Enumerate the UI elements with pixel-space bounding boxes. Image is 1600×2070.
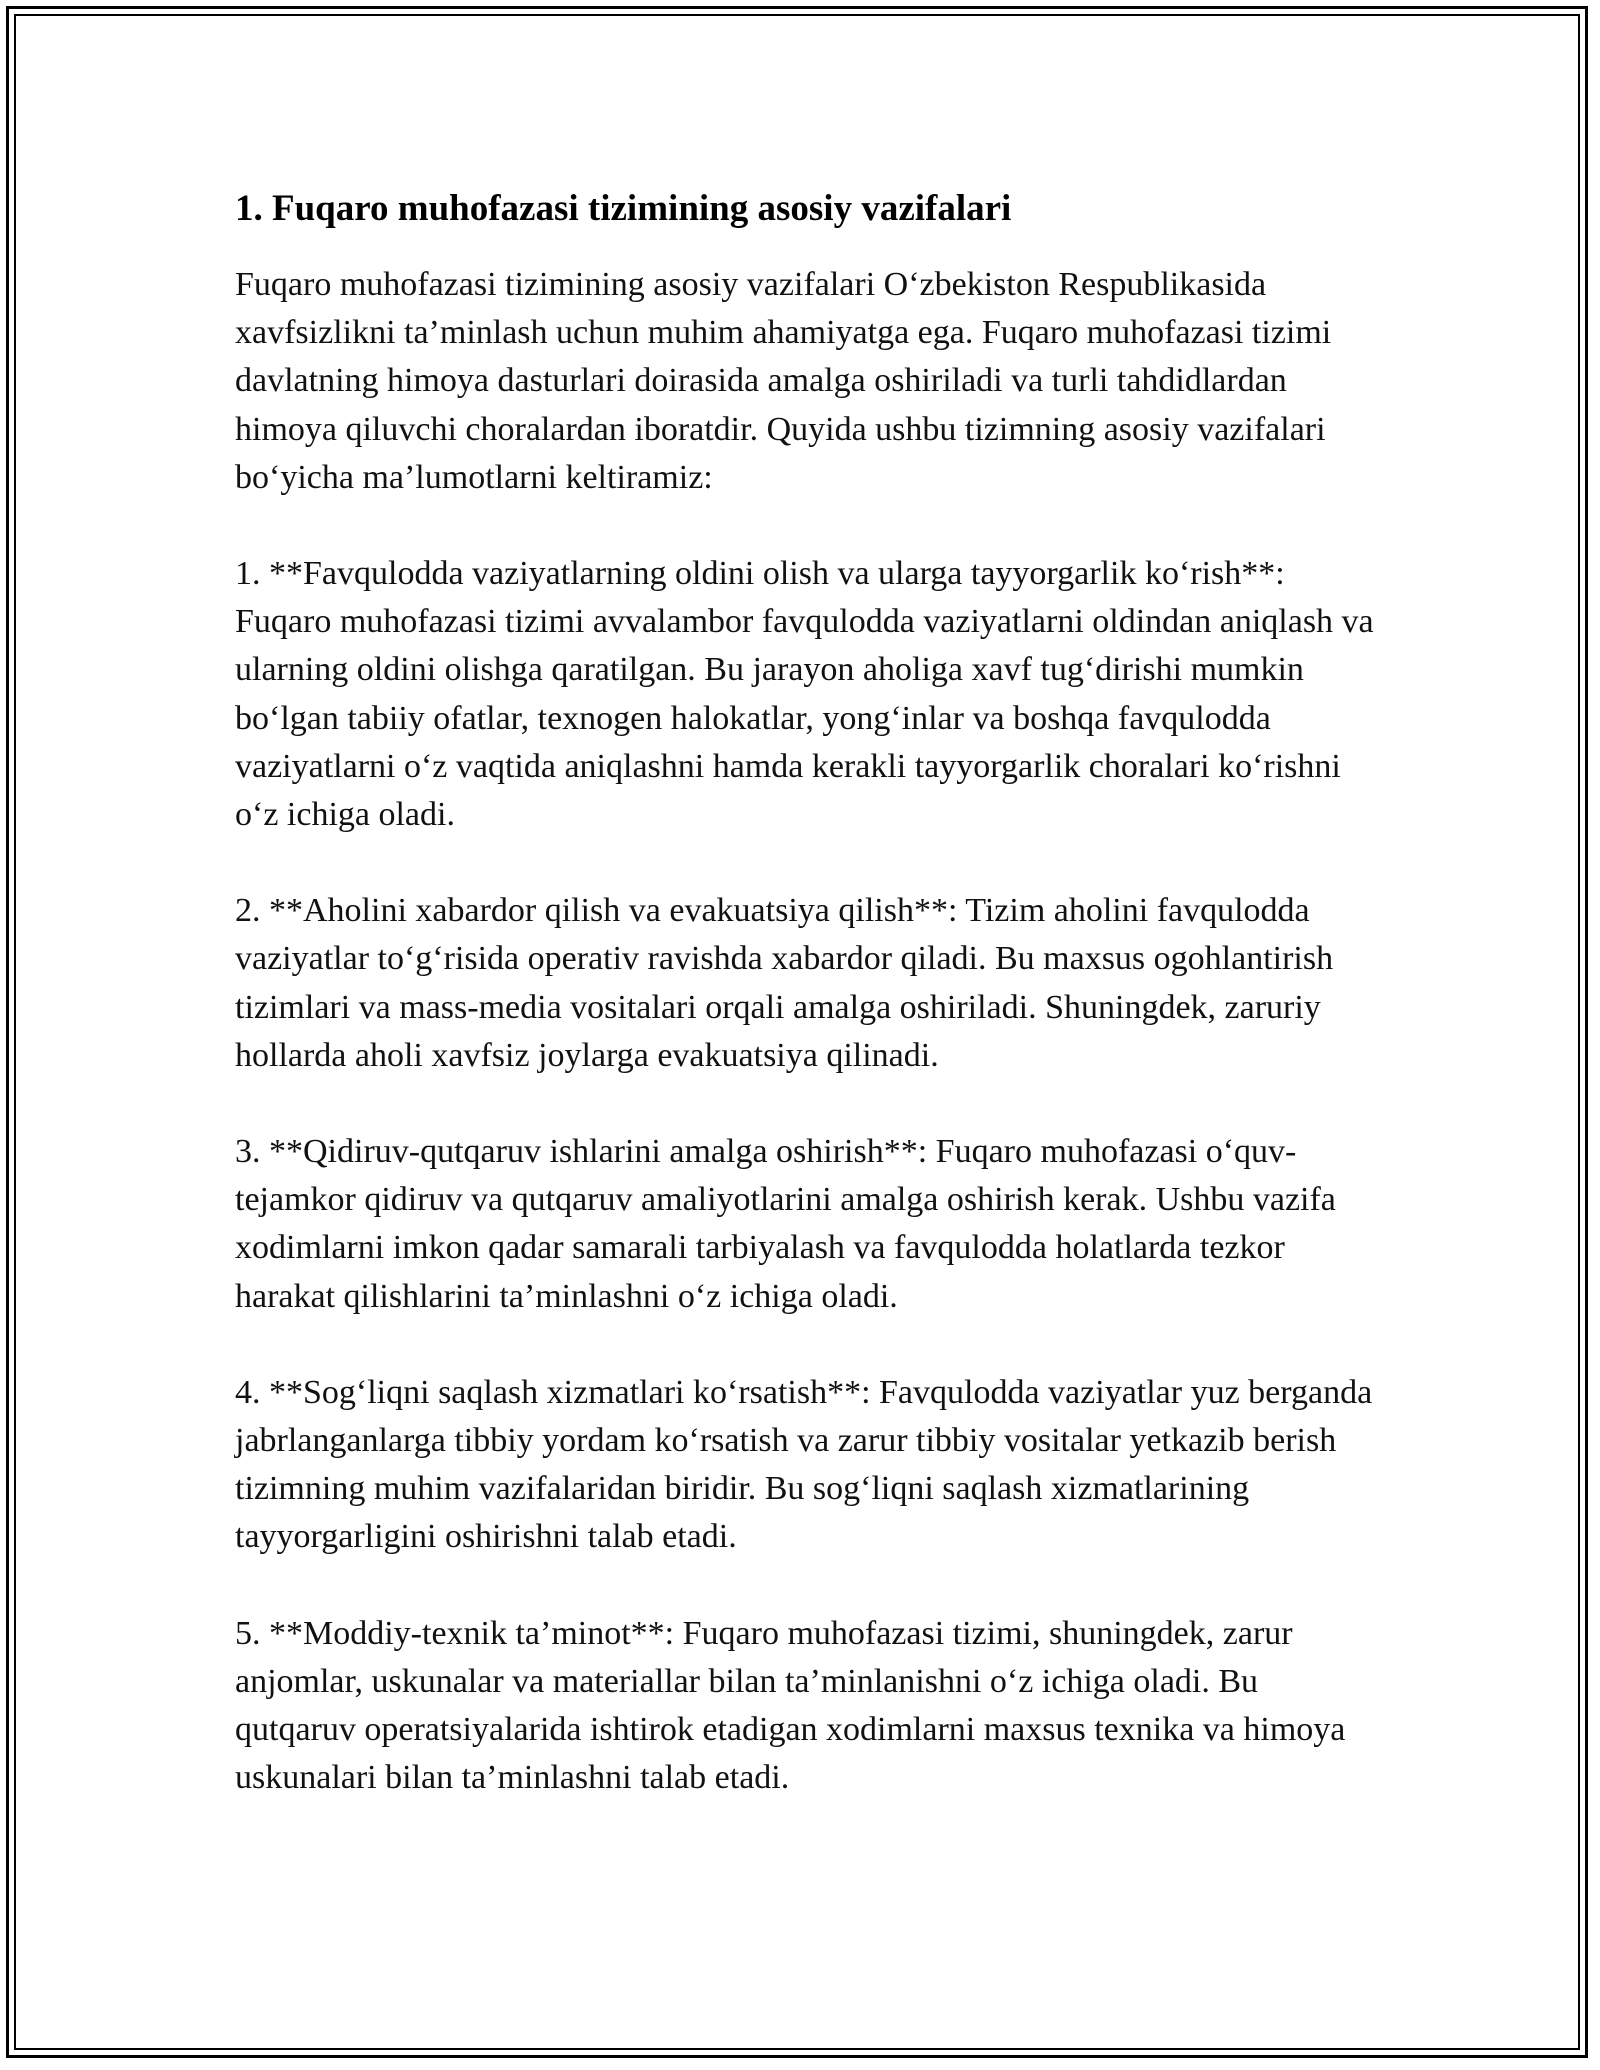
list-item-5: 5. **Moddiy-texnik ta’minot**: Fuqaro muhofazasi tizimi, shuningdek, zarur anjomlar, uskunalar va materiallar bilan ta’minlanishni o‘z ichiga oladi. Bu qutqaruv operatsiyalarida ishtirok etadigan xodimlarni maxsus texnika va himoya uskunalari bilan ta’minlashni talab etadi. <box>235 1614 1346 1797</box>
list-item-3: 3. **Qidiruv-qutqaruv ishlarini amalga oshirish**: Fuqaro muhofazasi o‘quv-tejamkor qidiruv va qutqaruv amaliyotlarini amalga oshirish kerak. Ushbu vazifa xodimlarni imkon qadar samarali tarbiyalash va favqulodda holatlarda tezkor harakat qilishlarini ta’minlashni o‘z ichiga oladi. <box>235 1133 1336 1315</box>
section-heading: 1. Fuqaro muhofazasi tizimining asosiy vazifalari <box>235 188 1012 229</box>
list-item-2: 2. **Aholini xabardor qilish va evakuatsiya qilish**: Tizim aholini favqulodda vaziyatlar to‘g‘risida operativ ravishda xabardor qiladi. Bu maxsus ogohlantirish tizimlari va mass-media vositalari orqali amalga oshiriladi. Shuningdek, zaruriy hollarda aholi xavfsiz joylarga evakuatsiya qilinadi. <box>235 892 1334 1074</box>
document-body <box>235 185 1375 1802</box>
list-item-1: 1. **Favqulodda vaziyatlarning oldini olish va ularga tayyorgarlik ko‘rish**: Fuqaro muhofazasi tizimi avvalambor favqulodda vaziyatlarni oldindan aniqlash va ularning oldini olishga qaratilgan. Bu jarayon aholiga xavf tug‘dirishi mumkin bo‘lgan tabiiy ofatlar, texnogen halokatlar, yong‘inlar va boshqa favqulodda vaziyatlarni o‘z vaqtida aniqlashni hamda kerakli tayyorgarlik choralari ko‘rishni o‘z ichiga oladi. <box>235 555 1374 834</box>
intro-paragraph: Fuqaro muhofazasi tizimining asosiy vazifalari O‘zbekiston Respublikasida xavfsizlikni ta’minlash uchun muhim ahamiyatga ega. Fuqaro muhofazasi tizimi davlatning himoya dasturlari doirasida amalga oshiriladi va turli tahdidlardan himoya qiluvchi choralardan iboratdir. Quyida ushbu tizimning asosiy vazifalari bo‘yicha ma’lumotlarni keltiramiz: <box>235 266 1332 496</box>
list-item-4: 4. **Sog‘liqni saqlash xizmatlari ko‘rsatish**: Favqulodda vaziyatlar yuz berganda jabrlanganlarga tibbiy yordam ko‘rsatish va zarur tibbiy vositalar yetkazib berish tizimning muhim vazifalaridan biridir. Bu sog‘liqni saqlash xizmatlarining tayyorgarligini oshirishni talab etadi. <box>235 1373 1373 1556</box>
